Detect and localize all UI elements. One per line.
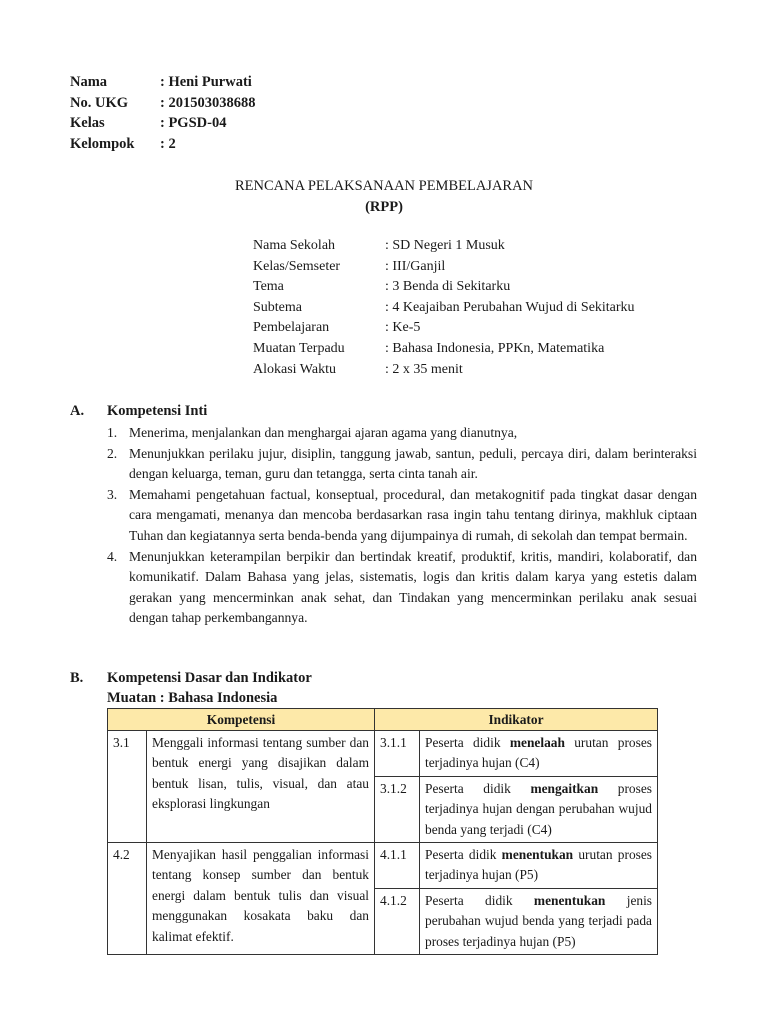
school-info-row <box>253 298 635 319</box>
list-number: 2. <box>107 445 118 461</box>
identity-value: : 2 <box>160 135 176 152</box>
indicator-text-pre: Peserta didik <box>425 847 502 863</box>
indicator-number: 3.1.2 <box>375 776 420 842</box>
indicator-text <box>420 888 658 954</box>
school-info-value: : Bahasa Indonesia, PPKn, Matematika <box>385 340 605 356</box>
identity-label: Nama <box>70 74 108 90</box>
list-text: Menunjukkan perilaku jujur, disiplin, tanggung jawab, santun, peduli, percaya diri, dalam berinteraksi dengan keluarga, teman, guru dan tetangga, serta cinta tanah air. <box>129 445 697 482</box>
school-info-value: : SD Negeri 1 Musuk <box>385 238 505 253</box>
identity-value: : PGSD-04 <box>160 115 227 131</box>
table-header-row <box>108 709 658 731</box>
school-info-label: Tema <box>253 279 284 295</box>
section-title: Kompetensi Dasar dan Indikator <box>107 670 312 686</box>
list-number: 1. <box>107 425 118 440</box>
identity-row-kelas <box>70 113 255 134</box>
muatan-subheading: Muatan : Bahasa Indonesia <box>107 690 278 706</box>
indicator-text-post: jenis perubahan wujud benda yang terjadi pada proses terjadinya hujan (P5) <box>425 892 653 949</box>
list-item <box>107 423 697 444</box>
identity-label: Kelompok <box>70 135 135 152</box>
school-info-row <box>253 360 635 381</box>
indicator-text-pre: Peserta didik <box>425 780 531 796</box>
school-info-label: Alokasi Waktu <box>253 361 336 377</box>
school-info-label: Pembelajaran <box>253 320 330 336</box>
identity-block <box>70 72 255 154</box>
section-letter: B. <box>70 670 84 686</box>
list-number: 4. <box>107 548 118 564</box>
school-info-row <box>253 318 635 339</box>
school-info-row <box>253 236 635 257</box>
school-info-value: : 4 Keajaiban Perubahan Wujud di Sekitarku <box>385 299 635 315</box>
kompetensi-inti-list <box>107 423 697 629</box>
indicator-text <box>420 776 658 842</box>
list-item <box>107 547 697 629</box>
kd-number: 3.1 <box>108 731 147 843</box>
indicator-text-post: urutan proses terjadinya hujan (C4) <box>425 735 652 771</box>
school-info-label: Muatan Terpadu <box>253 340 345 356</box>
list-item <box>107 444 697 485</box>
document-title: RENCANA PELAKSANAAN PEMBELAJARAN <box>234 178 534 194</box>
list-text: Menerima, menjalankan dan menghargai ajaran agama yang dianutnya, <box>129 425 518 440</box>
indicator-number: 4.1.1 <box>375 843 420 889</box>
school-info-row <box>253 257 635 278</box>
school-info-value: : 3 Benda di Sekitarku <box>385 279 511 295</box>
identity-row-name <box>70 72 255 93</box>
indicator-verb: mengaitkan <box>530 780 599 796</box>
kd-text: Menggali informasi tentang sumber dan bentuk energi yang disajikan dalam bentuk lisan, tulis, visual, dan atau eksplorasi lingkungan <box>147 731 375 843</box>
indicator-verb: menentukan <box>501 847 574 863</box>
school-info-row <box>253 339 635 360</box>
indicator-text-post: proses terjadinya hujan dengan perubahan wujud benda yang terjadi (C4) <box>425 780 652 837</box>
indicator-number: 3.1.1 <box>375 731 420 777</box>
school-info-value: : 2 x 35 menit <box>385 361 463 377</box>
kd-text: Menyajikan hasil penggalian informasi tentang konsep sumber dan bentuk energi dalam bentuk tulis dan visual menggunakan kosakata baku dan kalimat efektif. <box>147 843 375 955</box>
school-info-label: Nama Sekolah <box>253 238 336 253</box>
section-b-heading <box>70 668 312 688</box>
indicator-text <box>420 843 658 889</box>
indicator-verb: menelaah <box>509 735 565 750</box>
section-a-heading <box>70 401 207 421</box>
list-item <box>107 485 697 547</box>
document-subtitle: (RPP) <box>365 199 403 215</box>
school-info-value: : III/Ganjil <box>385 258 446 274</box>
column-header-indikator: Indikator <box>375 709 658 731</box>
school-info-block <box>253 236 635 380</box>
indicator-text <box>420 731 658 777</box>
school-info-value: : Ke-5 <box>385 320 421 336</box>
indicator-number: 4.1.2 <box>375 888 420 954</box>
identity-row-ukg <box>70 93 255 114</box>
identity-row-kelompok <box>70 134 255 155</box>
school-info-label: Subtema <box>253 299 302 315</box>
column-header-kompetensi: Kompetensi <box>108 709 375 731</box>
indicator-text-post: urutan proses terjadinya hujan (P5) <box>425 847 653 883</box>
identity-value: : Heni Purwati <box>160 74 252 90</box>
kd-number: 4.2 <box>108 843 147 955</box>
list-text: Menunjukkan keterampilan berpikir dan bertindak kreatif, produktif, kritis, mandiri, kolaboratif, dan komunikatif. Dalam Bahasa yang jelas, sistematis, logis dan kritis dalam karya yang estetis dalam gerakan yang mencerminkan anak sehat, dan Tindakan yang mencerminkan perilaku anak sesuai dengan tahap perkembangannya. <box>129 548 697 626</box>
section-letter: A. <box>70 403 85 419</box>
kompetensi-indikator-table <box>107 708 658 955</box>
indicator-text-pre: Peserta didik <box>425 892 534 908</box>
identity-label: Kelas <box>70 115 105 131</box>
indicator-verb: menentukan <box>533 892 606 908</box>
table-row <box>108 731 658 777</box>
list-number: 3. <box>107 486 118 502</box>
identity-label: No. UKG <box>70 94 128 111</box>
table-row <box>108 843 658 889</box>
school-info-label: Kelas/Semseter <box>253 258 341 274</box>
section-title: Kompetensi Inti <box>107 403 208 419</box>
school-info-row <box>253 277 635 298</box>
indicator-text-pre: Peserta didik <box>425 735 510 750</box>
list-text: Memahami pengetahuan factual, konseptual, procedural, dan metakognitif pada tingkat dasar dengan cara mengamati, menanya dan mencoba berdasarkan rasa ingin tahu tentang dirinya, makhluk ciptaan Tuhan dan kegiatannya serta benda-benda yang dijumpainya di rumah, di sekolah dan tempat bermain. <box>129 486 697 543</box>
identity-value: : 201503038688 <box>160 94 256 111</box>
